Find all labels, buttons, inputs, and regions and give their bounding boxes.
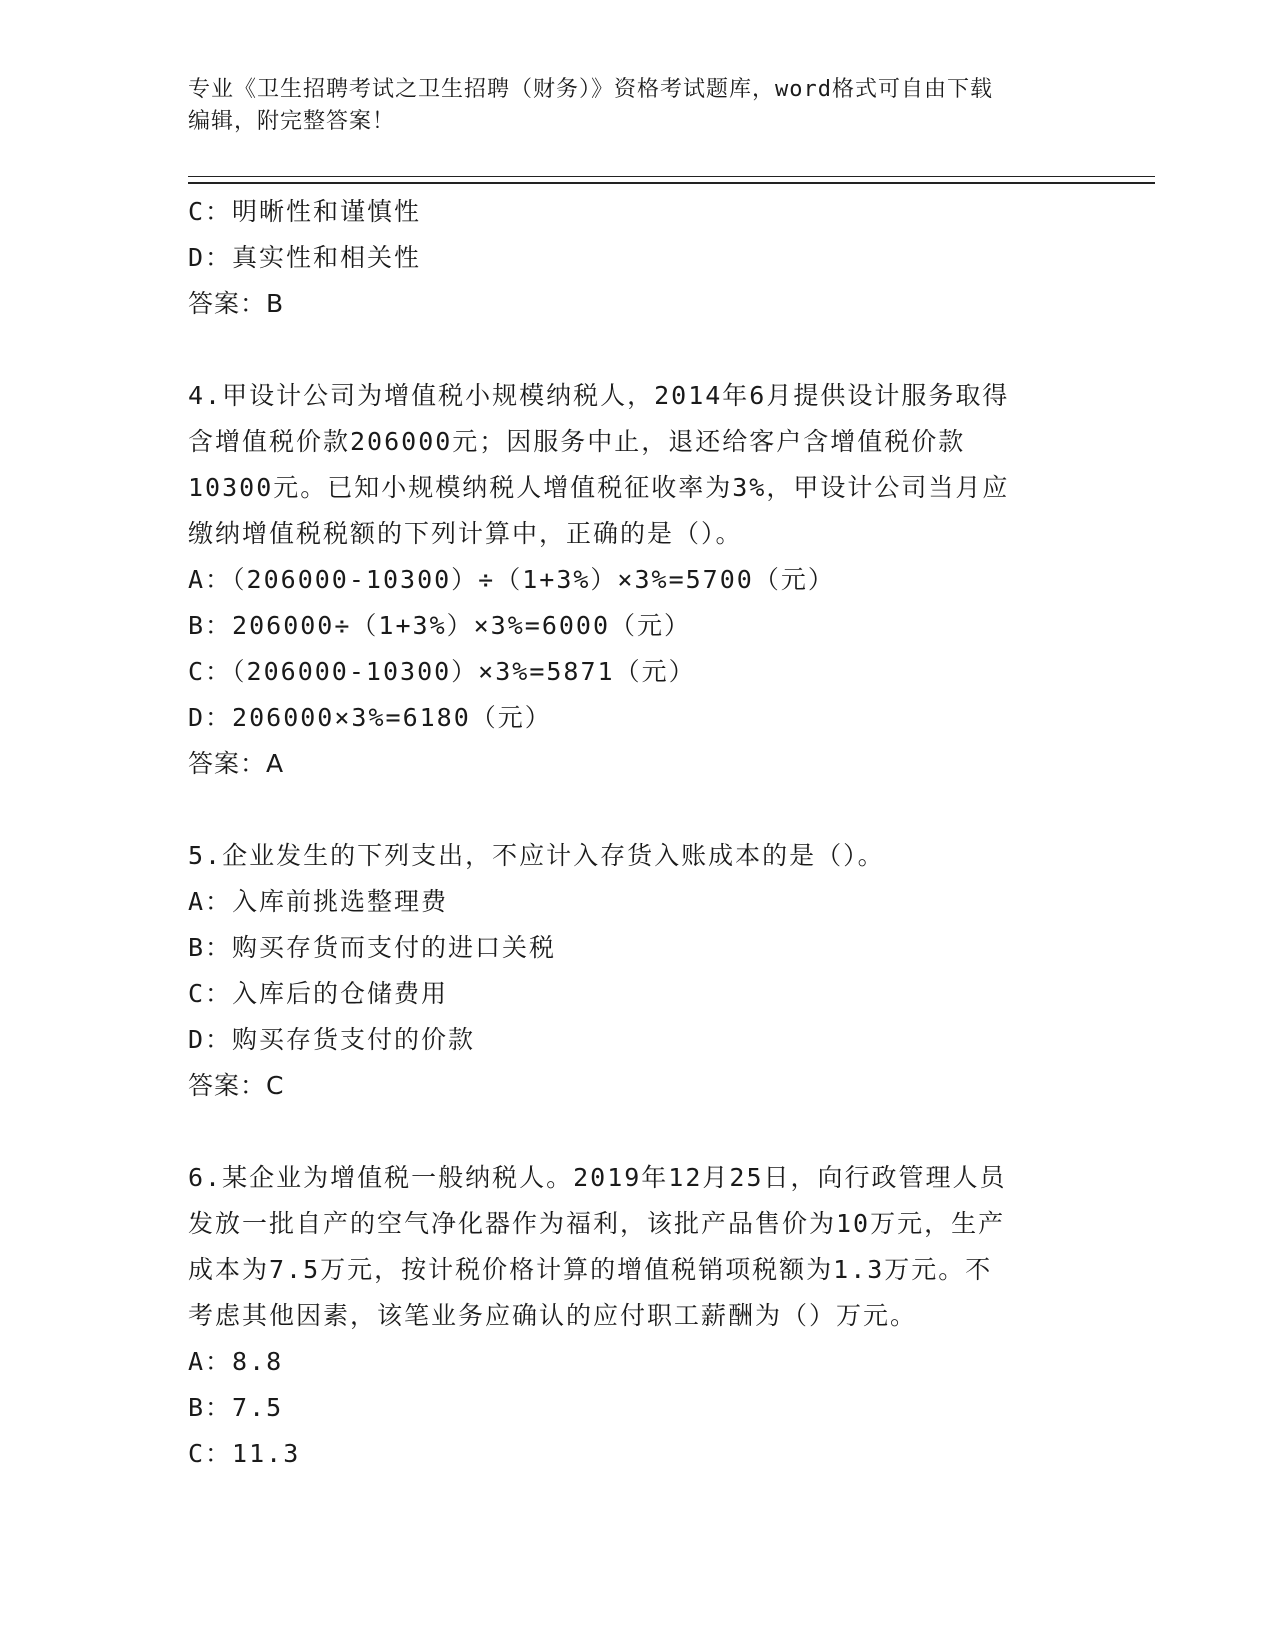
question-stem-line: 6.某企业为增值税一般纳税人。2019年12月25日，向行政管理人员 bbox=[188, 1163, 1007, 1192]
answer-line: 答案：A bbox=[188, 749, 285, 778]
question-stem-line: 发放一批自产的空气净化器作为福利，该批产品售价为10万元，生产 bbox=[188, 1209, 1006, 1238]
question-5 bbox=[188, 833, 1088, 1109]
question-spacer bbox=[188, 787, 1088, 833]
question-stem-line: 10300元。已知小规模纳税人增值税征收率为3%，甲设计公司当月应 bbox=[188, 473, 1010, 502]
answer-line: 答案：B bbox=[188, 289, 285, 318]
question-spacer bbox=[188, 327, 1088, 373]
question-stem-line: 4.甲设计公司为增值税小规模纳税人，2014年6月提供设计服务取得 bbox=[188, 381, 1010, 410]
question-3-tail bbox=[188, 189, 1088, 327]
question-list bbox=[188, 189, 1088, 1477]
option-c: C：11.3 bbox=[188, 1439, 301, 1468]
option-c: C：明晰性和谨慎性 bbox=[188, 197, 422, 226]
option-a: A：入库前挑选整理费 bbox=[188, 887, 449, 916]
question-stem-line: 缴纳增值税税额的下列计算中，正确的是（）。 bbox=[188, 519, 743, 548]
option-c: C：（206000-10300）×3%=5871（元） bbox=[188, 657, 696, 686]
header-divider bbox=[188, 176, 1155, 184]
question-6 bbox=[188, 1155, 1088, 1477]
question-4 bbox=[188, 373, 1088, 787]
option-c: C：入库后的仓储费用 bbox=[188, 979, 449, 1008]
option-b: B：7.5 bbox=[188, 1393, 284, 1422]
question-spacer bbox=[188, 1109, 1088, 1155]
option-d: D：206000×3%=6180（元） bbox=[188, 703, 552, 732]
question-stem-line: 成本为7.5万元，按计税价格计算的增值税销项税额为1.3万元。不 bbox=[188, 1255, 993, 1284]
answer-line: 答案：C bbox=[188, 1071, 285, 1100]
header-title-line-2: 编辑，附完整答案！ bbox=[188, 109, 396, 134]
question-stem-line: 5.企业发生的下列支出，不应计入存货入账成本的是（）。 bbox=[188, 841, 885, 870]
header-title-line-1: 专业《卫生招聘考试之卫生招聘（财务）》资格考试题库，word格式可自由下载 bbox=[188, 77, 993, 102]
option-a: A：（206000-10300）÷（1+3%）×3%=5700（元） bbox=[188, 565, 835, 594]
option-d: D：购买存货支付的价款 bbox=[188, 1025, 476, 1054]
option-d: D：真实性和相关性 bbox=[188, 243, 422, 272]
option-b: B：购买存货而支付的进口关税 bbox=[188, 933, 557, 962]
document-header bbox=[188, 74, 1078, 138]
option-a: A：8.8 bbox=[188, 1347, 284, 1376]
option-b: B：206000÷（1+3%）×3%=6000（元） bbox=[188, 611, 692, 640]
question-stem-line: 考虑其他因素，该笔业务应确认的应付职工薪酬为（）万元。 bbox=[188, 1301, 918, 1330]
question-stem-line: 含增值税价款206000元；因服务中止，退还给客户含增值税价款 bbox=[188, 427, 966, 456]
